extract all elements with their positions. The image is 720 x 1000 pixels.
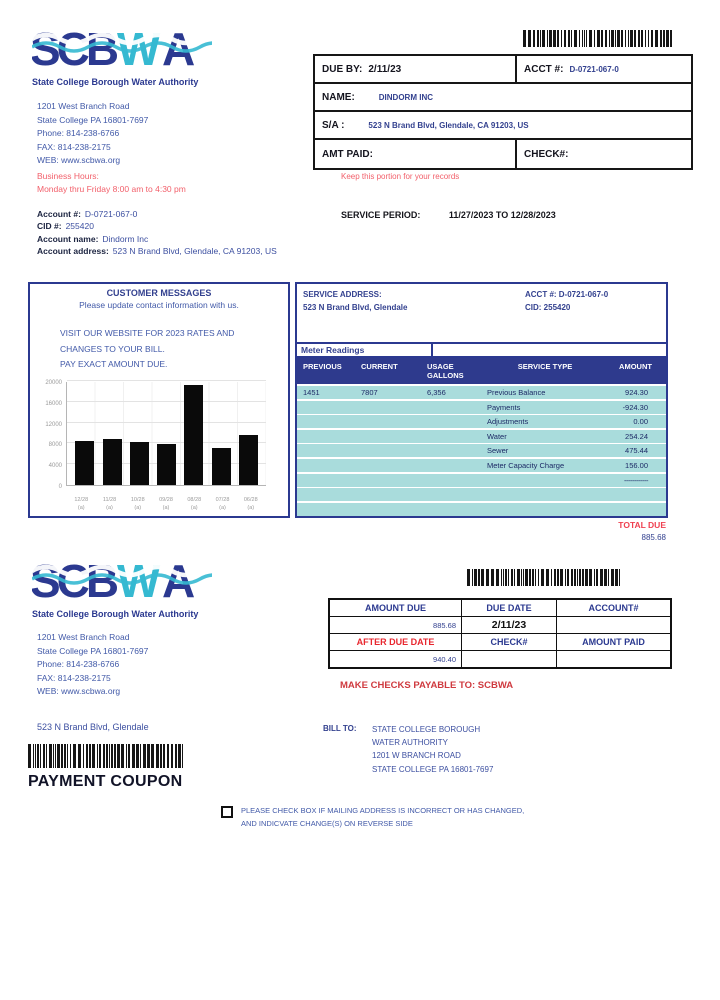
panel-service-address-label: SERVICE ADDRESS: [303,290,382,299]
chart-x-tick-label: 09/28 (a) [159,497,173,511]
col-previous: PREVIOUS [303,362,342,371]
name-value: DINDORM INC [378,92,433,102]
account-name-row [37,233,277,245]
address-line: FAX: 814-238-2175 [37,672,111,683]
due-by-cell [315,56,515,82]
note-line: AND INDICVATE CHANGE(S) ON REVERSE SIDE [241,819,413,828]
chart-x-tick-label: 10/28 (a) [130,497,145,511]
chart-bar [103,439,122,485]
charge-type: Meter Capacity Charge [487,460,565,470]
empty-row [297,503,666,516]
check-label: CHECK#: [524,148,569,160]
bill-to-line: WATER AUTHORITY [372,738,448,748]
service-panel-header [297,284,666,342]
charge-amount: 156.00 [625,460,648,470]
customer-messages-box [28,282,290,518]
chart-bar [239,435,258,485]
panel-account-block [525,288,608,314]
coupon-header-row-2 [330,634,670,651]
meter-previous-value: 1451 [303,388,320,397]
address-line: FAX: 814-238-2175 [37,141,111,152]
service-address-block [303,288,407,314]
cid-value: 255420 [65,221,94,232]
charge-row [297,401,666,414]
address-line: State College PA 16801-7697 [37,645,149,656]
cid-label: CID #: [37,221,62,232]
logo-w-letter: W [117,24,161,72]
chart-y-tick-label: 20000 [45,380,62,386]
meter-usage-value: 6,356 [427,388,446,397]
scbwa-logo [32,24,212,72]
chart-bars [67,382,266,485]
charges-table-header [297,358,666,384]
barcode-coupon-left [28,744,183,768]
address-line: 1201 West Branch Road [37,101,130,111]
due-by-value: 2/11/23 [368,63,402,75]
address-line: Phone: 814-238-6766 [37,659,120,669]
name-label: NAME: [322,91,355,103]
name-cell [315,84,691,110]
charge-type: Sewer [487,446,509,456]
chart-y-tick-label: 0 [58,484,62,490]
col-current: CURRENT [361,362,398,371]
amount-paid-value-empty [556,651,670,667]
scbwa-logo [32,556,212,604]
charge-type: Previous Balance [487,388,546,397]
message-line: VISIT OUR WEBSITE FOR 2023 RATES AND [60,328,235,338]
meter-current-value: 7807 [361,388,378,397]
charge-row [297,415,666,428]
brand-address-coupon [37,631,148,699]
charge-amount: 0.00 [633,417,648,427]
service-address-value: 523 N Brand Blvd, Glendale, CA 91203, US [368,120,529,130]
amt-paid-label: AMT PAID: [322,148,373,160]
note-line: PLEASE CHECK BOX IF MAILING ADDRESS IS INCORRECT OR HAS CHANGED, [241,806,525,815]
business-hours-value: Monday thru Friday 8:00 am to 4:30 pm [37,184,186,194]
account-header: ACCOUNT# [556,600,670,616]
acct-cell [515,56,691,82]
chart-y-tick-label: 8000 [48,442,62,449]
due-date-value: 2/11/23 [461,617,556,633]
service-period-label: SERVICE PERIOD: [341,210,421,220]
brand-tagline: State College Borough Water Authority [32,609,199,619]
charge-row [297,430,666,443]
brand-header-coupon [32,556,232,619]
logo-scb-letters: SCB [32,556,116,604]
customer-messages-title: CUSTOMER MESSAGES [106,288,212,298]
total-due-label: TOTAL DUE [618,520,666,530]
payment-coupon-title: PAYMENT COUPON [28,773,183,790]
chart-y-tick-label: 12000 [45,421,62,428]
address-change-note [241,804,524,830]
brand-tagline: State College Borough Water Authority [32,77,199,87]
bill-to-line: 1201 W BRANCH ROAD [372,751,461,761]
service-panel [295,282,668,518]
stub-row-due [315,56,691,84]
account-number-row [37,208,277,220]
chart-bar [157,444,176,485]
brand-header-top [32,24,232,87]
charge-row [297,386,666,399]
customer-messages-subtitle: Please update contact information with us. [79,300,239,310]
account-name-label: Account name: [37,233,99,244]
account-address-row [37,245,277,257]
chart-gridline [67,380,266,381]
account-value-empty [556,617,670,633]
service-address-label: S/A : [322,119,345,131]
message-line: PAY EXACT AMOUNT DUE. [60,359,168,369]
after-due-amount-value: 940.40 [433,654,456,664]
chart-bar [75,441,94,485]
amount-separator: ------------ [624,475,648,485]
customer-messages-lines [60,326,288,373]
address-line: WEB: www.scbwa.org [37,155,121,165]
check-header: CHECK# [461,634,556,650]
charge-row [297,459,666,472]
amount-due-header: AMOUNT DUE [365,603,426,613]
chart-x-tick-label: 08/28 (a) [187,497,202,511]
service-address-cell [315,112,691,138]
bill-to-label: BILL TO: [323,724,357,733]
address-change-checkbox [221,806,233,818]
stub-row-name [315,84,691,112]
chart-bar [212,448,231,485]
coupon-header-row [330,600,670,617]
amount-paid-header: AMOUNT PAID [556,634,670,650]
charge-type: Payments [487,402,521,412]
panel-acct-line: ACCT #: D-0721-067-0 [525,290,609,299]
chart-bar [130,442,149,485]
charge-amount: -924.30 [622,402,648,412]
after-due-date-header: AFTER DUE DATE [356,637,435,647]
logo-a-letter: A [162,556,196,604]
separator-row [297,474,666,487]
meter-readings-strip [297,342,666,358]
account-number-label: Account #: [37,209,81,219]
due-date-header: DUE DATE [461,600,556,616]
business-hours [37,170,186,196]
usage-chart-plot [66,382,266,486]
chart-x-tick-label: 11/28 (a) [102,497,117,511]
charge-amount: 475.44 [625,446,648,456]
col-service-type: SERVICE TYPE [517,362,573,371]
account-address-value: 523 N Brand Blvd, Glendale, CA 91203, US [112,246,277,257]
stub-row-service-address [315,112,691,140]
barcode-coupon-right [467,569,620,586]
usage-chart [36,380,282,516]
meter-readings-label: Meter Readings [297,344,433,356]
account-name-value: Dindorm Inc [102,233,149,244]
panel-service-address-value: 523 N Brand Blvd, Glendale [303,303,408,312]
amt-paid-cell [315,140,515,168]
check-value-empty [461,651,556,667]
amount-due-value: 885.68 [433,620,456,630]
logo-a-letter: A [162,24,196,72]
bill-to-address [372,723,493,776]
account-number-value: D-0721-067-0 [84,209,138,219]
total-due-value: 885.68 [641,533,666,542]
chart-y-tick-label: 16000 [45,400,62,407]
chart-x-tick-label: 06/28 (a) [243,497,258,511]
stub-row-paid [315,140,691,168]
col-amount: AMOUNT [619,362,652,371]
bill-to-line: STATE COLLEGE PA 16801-7697 [372,764,494,774]
chart-bar [184,385,203,485]
address-line: Phone: 814-238-6766 [37,128,120,138]
address-line: 1201 West Branch Road [37,632,130,642]
panel-cid-line: CID: 255420 [525,303,571,312]
address-line: WEB: www.scbwa.org [37,686,121,696]
col-usage: USAGE GALLONS [427,362,464,380]
acct-value: D-0721-067-0 [569,64,619,74]
chart-y-tick-label: 4000 [48,463,62,470]
logo-scb-letters: SCB [32,24,116,72]
service-period-value: 11/27/2023 TO 12/28/2023 [448,210,556,220]
logo-w-letter: W [117,556,161,604]
account-address-label: Account address: [37,246,109,257]
charge-row [297,444,666,457]
charge-type: Adjustments [487,417,529,427]
business-hours-label: Business Hours: [37,171,99,181]
cid-row [37,220,277,232]
brand-address-top [37,100,148,168]
account-summary [37,208,277,258]
charge-type: Water [487,431,507,441]
check-cell [515,140,691,168]
make-checks-note: MAKE CHECKS PAYABLE TO: SCBWA [340,680,514,691]
coupon-value-row-2 [330,651,670,667]
service-period [341,210,556,220]
coupon-table [328,598,672,669]
remittance-stub-table [313,54,693,170]
chart-x-labels [66,496,266,512]
charge-amount: 254.24 [625,431,648,441]
bill-to-line: STATE COLLEGE BOROUGH [372,725,481,734]
address-line: State College PA 16801-7697 [37,114,149,125]
charges-table-body [297,384,666,516]
empty-row [297,488,666,501]
charge-amount: 924.30 [625,388,648,397]
message-line: CHANGES TO YOUR BILL. [60,343,165,354]
barcode-top [523,30,673,47]
acct-label: ACCT #: [524,63,564,75]
chart-x-tick-label: 12/28 (a) [74,497,89,511]
total-due [558,520,666,542]
due-by-label: DUE BY: [322,63,363,75]
chart-x-tick-label: 07/28 (a) [215,497,230,511]
keep-portion-note: Keep this portion for your records [341,172,460,181]
coupon-service-address: 523 N Brand Blvd, Glendale [37,722,149,732]
coupon-value-row [330,617,670,634]
